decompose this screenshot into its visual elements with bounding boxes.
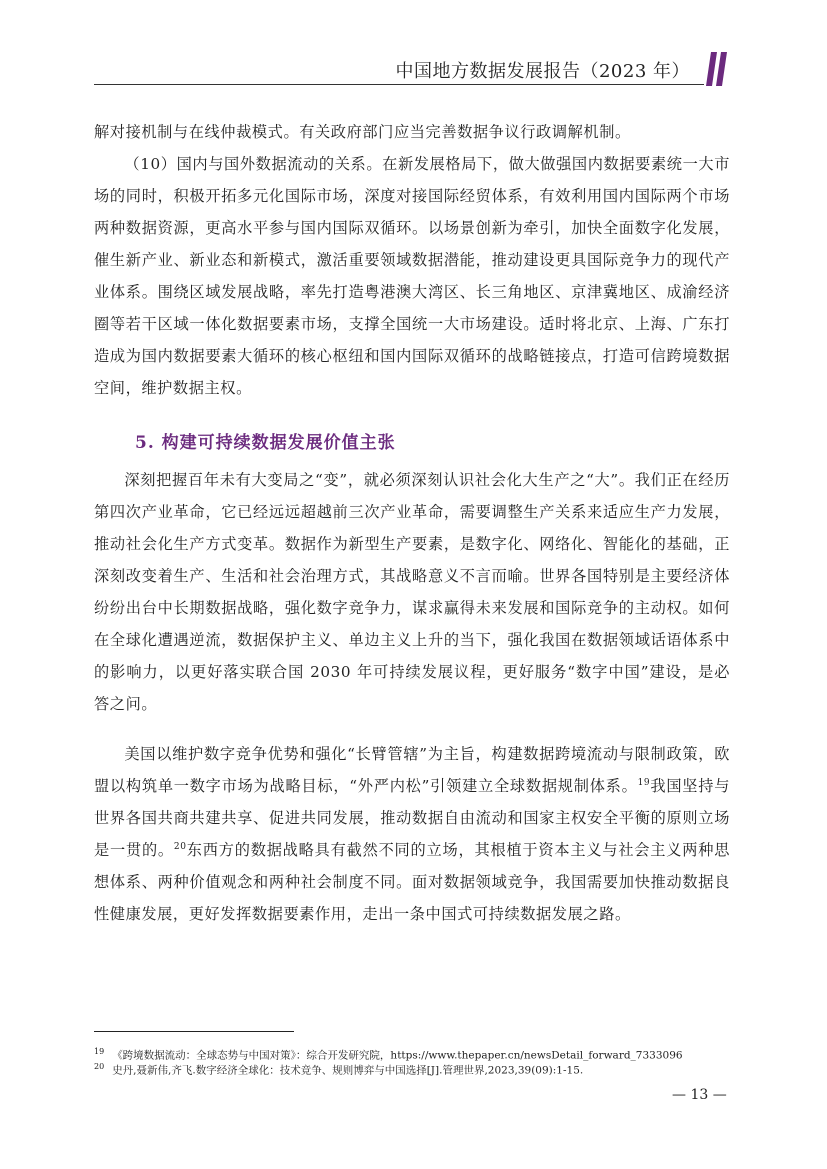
paragraph-domestic-foreign-data-flow: （10）国内与国外数据流动的关系。在新发展格局下，做大做强国内数据要素统一大市场的同时，积极开拓多元化国际市场，深度对接国际经贸体系，有效利用国内国际两个市场两种数据资源，更高水平参与国内国际双循环。以场景创新为牵引，加快全面数字化发展，催生新产业、新业态和新模式，激活重要领域数据潜能，推动建设更具国际竞争力的现代产业体系。围绕区域发展战略，率先打造粤港澳大湾区、长三角地区、京津冀地区、成渝经济圈等若干区域一体化数据要素市场，支撑全国统一大市场建设。适时将北京、上海、广东打造成为国内数据要素大循环的核心枢纽和国内国际双循环的战略链接点，打造可信跨境数据空间，维护数据主权。 bbox=[94, 155, 730, 397]
header-title: 中国地方数据发展报告（2023 年） bbox=[395, 61, 690, 82]
header-slash-mark-icon bbox=[705, 52, 729, 86]
paragraph-text-part: 我国坚持与世界各国共商共建共享、促进共同发展，推动数据自由流动和国家主权安全平衡的原则立场是一贯的。 bbox=[94, 777, 731, 859]
paragraph-value-proposition: 深刻把握百年未有大变局之“变”，就必须深刻认识社会化大生产之“大”。我们正在经历第四次产业革命，它已经远远超越前三次产业革命，需要调整生产关系来适应生产力发展，推动社会化生产方式变革。数据作为新型生产要素，是数字化、网络化、智能化的基础，正深刻改变着生产、生活和社会治理方式，其战略意义不言而喻。世界各国特别是主要经济体纷纷出台中长期数据战略，强化数字竞争力，谋求赢得未来发展和国际竞争的主动权。如何在全球化遭遇逆流，数据保护主义、单边主义上升的当下，强化我国在数据领域话语体系中的影响力，以更好落实联合国 2030 年可持续发展议程，更好服务“数字中国”建设，是必答之问。 bbox=[94, 471, 730, 713]
footnote-number: 19 bbox=[94, 1047, 105, 1056]
paragraph-us-eu-strategy bbox=[94, 738, 730, 930]
paragraph-text-part: 东西方的数据战略具有截然不同的立场，其根植于资本主义与社会主义两种思想体系、两种价值观念和两种社会制度不同。面对数据领域竞争，我国需要加快推动数据良性健康发展，更好发挥数据要素作用，走出一条中国式可持续数据发展之路。 bbox=[94, 841, 731, 923]
section-heading: 5. 构建可持续数据发展价值主张 bbox=[135, 433, 396, 453]
footnote-text: 《跨境数据流动：全球态势与中国对策》：综合开发研究院，https://www.thepaper.cn/newsDetail_forward_7333096 bbox=[112, 1049, 683, 1062]
footnote-number: 20 bbox=[94, 1062, 105, 1071]
footnote-ref-19[interactable]: 19 bbox=[637, 777, 651, 788]
footnote-20 bbox=[94, 1060, 583, 1078]
paragraph-text-part: 美国以维护数字竞争优势和强化“长臂管辖”为主旨，构建数据跨境流动与限制政策，欧盟以构筑单一数字市场为战略目标，“外严内松”引领建立全球数据规制体系。 bbox=[94, 745, 730, 795]
footnote-ref-20[interactable]: 20 bbox=[173, 841, 187, 852]
paragraph-continuation: 解对接机制与在线仲裁模式。有关政府部门应当完善数据争议行政调解机制。 bbox=[94, 123, 631, 141]
header-rule bbox=[94, 84, 704, 85]
footnote-text: 史丹,聂新伟,齐飞.数字经济全球化：技术竞争、规则博弈与中国选择[J].管理世界,2023,39(09):1-15. bbox=[112, 1064, 584, 1077]
footnote-separator bbox=[94, 1031, 294, 1032]
page-number: — 13 — bbox=[672, 1087, 727, 1103]
